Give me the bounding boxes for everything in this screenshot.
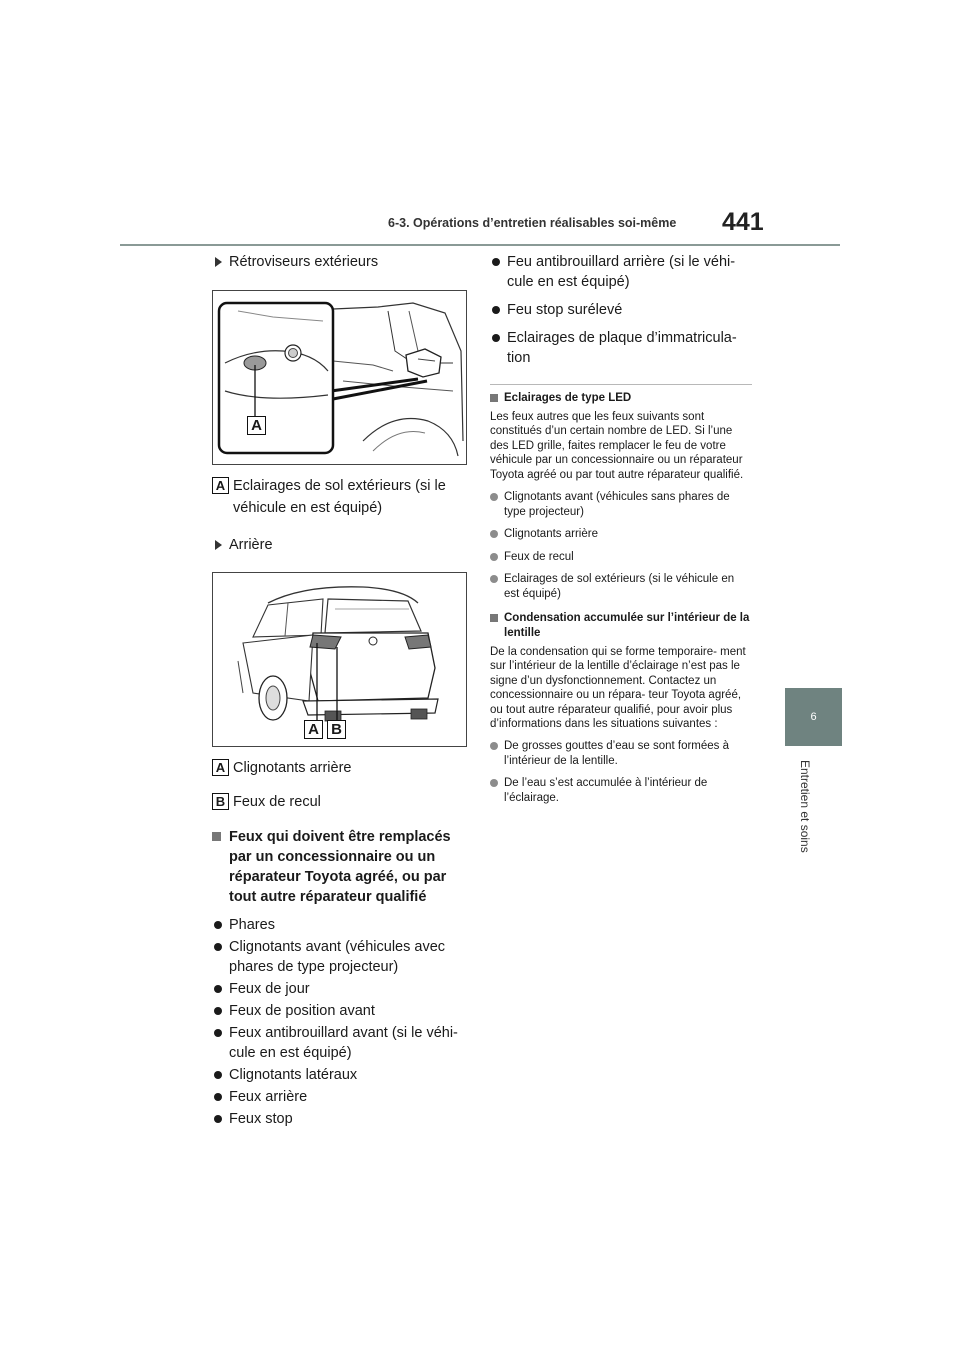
figure2-callout-a: A [304,720,323,739]
caption-a2-letter: A [212,759,229,776]
list-item: Feu stop surélevé [490,300,752,320]
condensation-paragraph: De la condensation qui se forme temporaire- ment sur l’intérieur de la lentille d’éclairage n’est pas le signe d’un dysfonctionnement. Contactez un concessionnaire ou un répara- teur Toyota agréé, ou tout autre réparateur qualifié, pour avoir plus d’informations dans les situations suivantes : [490,646,746,731]
list-item: Clignotants avant (véhicules avec phares de type projecteur) [212,937,470,977]
caption-a2-text: Clignotants arrière [233,760,352,776]
list-item: Feux de recul [490,550,752,565]
condensation-list [490,739,752,805]
mirrors-heading: Rétroviseurs extérieurs [212,252,470,272]
list-item: Feu antibrouillard arrière (si le véhi- cule en est équipé) [490,252,752,292]
list-item: Phares [212,915,470,935]
chapter-number: 6 [810,711,817,723]
list-item: Feux antibrouillard avant (si le véhi- cule en est équipé) [212,1023,470,1063]
chapter-tab [785,688,842,746]
led-heading: Eclairages de type LED [490,391,752,406]
list-item: Clignotants arrière [490,527,752,542]
caption-a1-text-line2: véhicule en est équipé) [233,500,383,516]
led-list [490,490,752,601]
list-item: De grosses gouttes d’eau se sont formées à l’intérieur de la lentille. [490,739,752,768]
dealer-replacement-heading: Feux qui doivent être remplacés par un concessionnaire ou un réparateur Toyota agréé, ou par tout autre réparateur qualifié [212,827,470,907]
list-item: Eclairages de plaque d’immatricula- tion [490,328,752,368]
right-column [490,252,752,805]
section-title: 6-3. Opérations d’entretien réalisables soi-même [388,216,677,230]
list-item: De l’eau s’est accumulée à l’intérieur de l’éclairage. [490,776,752,805]
caption-a1-letter: A [212,477,229,494]
list-item: Feux arrière [212,1087,470,1107]
chapter-label: Entretien et soins [798,760,812,853]
caption-b-reverse [212,791,470,813]
left-column [212,252,470,1131]
list-item: Clignotants latéraux [212,1065,470,1085]
caption-a1-text-line1: Eclairages de sol extérieurs (si le [233,478,446,494]
caption-b-letter: B [212,793,229,810]
dealer-replacement-list [212,915,470,1129]
list-item: Eclairages de sol extérieurs (si le véhicule en est équipé) [490,572,752,601]
rear-heading: Arrière [212,535,470,555]
continued-replacement-list [490,252,752,368]
list-item: Feux de jour [212,979,470,999]
condensation-heading: Condensation accumulée sur l’intérieur de la lentille [490,611,752,641]
figure2-callout-b: B [327,720,346,739]
rear-illustration [212,572,467,747]
section-divider [490,384,752,385]
header-rule [120,244,840,246]
page-number: 441 [722,208,764,236]
list-item: Clignotants avant (véhicules sans phares de type projecteur) [490,490,752,519]
caption-b-text: Feux de recul [233,794,321,810]
list-item: Feux de position avant [212,1001,470,1021]
mirror-illustration [212,290,467,465]
figure1-callout-a: A [247,416,266,435]
led-paragraph: Les feux autres que les feux suivants sont constitués d’un certain nombre de LED. Si l’une des LED grille, faites remplacer le feu de votre véhicule par un concessionnaire ou un réparateur Toyota agréé ou par tout autre réparateur qualifié. [490,411,744,481]
mirror-drawing [213,291,466,464]
caption-a-ground-lights [212,475,470,519]
list-item: Feux stop [212,1109,470,1129]
caption-a-rear-turn [212,757,470,779]
